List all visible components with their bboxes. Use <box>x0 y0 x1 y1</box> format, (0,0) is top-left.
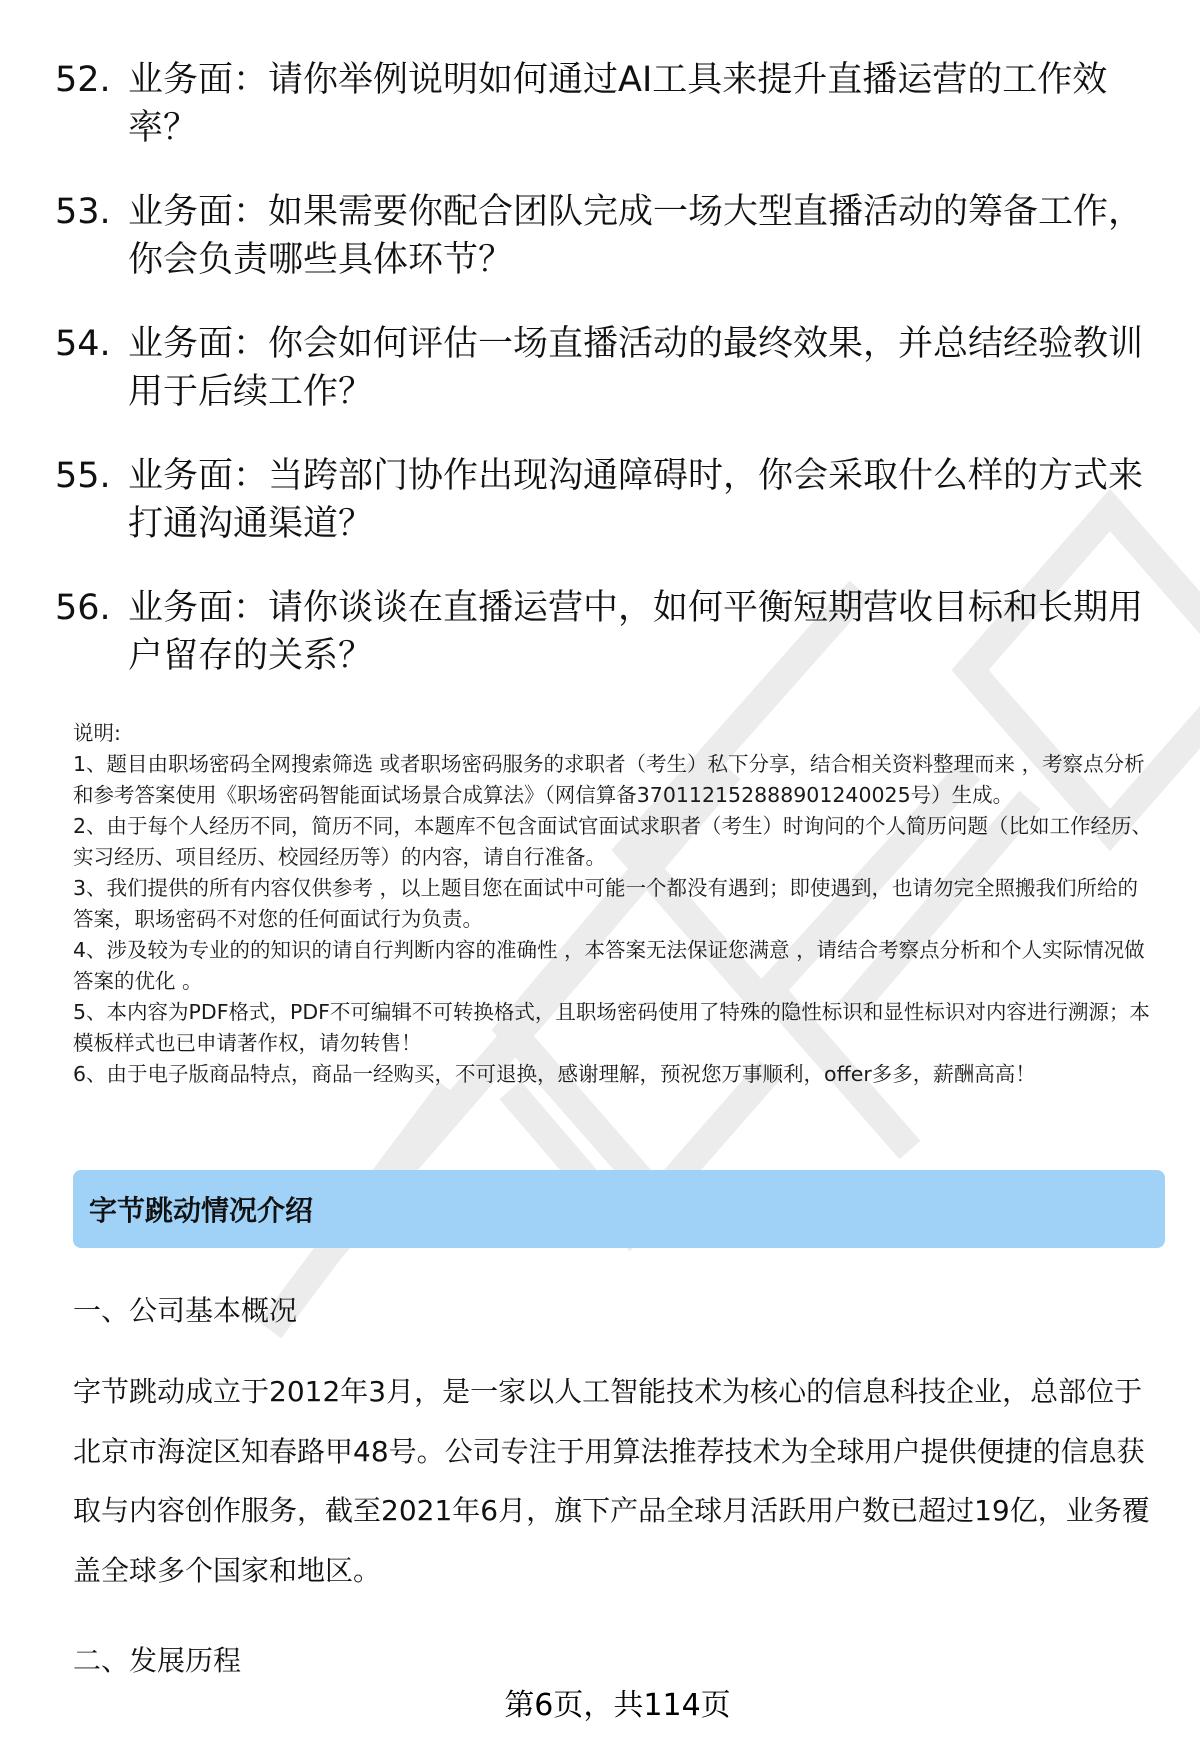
question-text: 业务面：请你举例说明如何通过AI工具来提升直播运营的工作效率？ <box>128 60 1108 148</box>
question-item <box>55 320 1145 416</box>
question-item <box>55 56 1145 152</box>
note-item: 6、由于电子版商品特点，商品一经购买，不可退换，感谢理解，预祝您万事顺利，offer多多，薪酬高高！ <box>73 1062 1036 1086</box>
note-item: 4、涉及较为专业的的知识的请自行判断内容的准确性 ，本答案无法保证您满意 ，请结合考察点分析和个人实际情况做答案的优化 。 <box>73 938 1145 993</box>
section-banner <box>73 1170 1165 1248</box>
question-item <box>55 188 1145 284</box>
notes-section <box>73 718 1158 1090</box>
company-overview-paragraph: 字节跳动成立于2012年3月，是一家以人工智能技术为核心的信息科技企业，总部位于北京市海淀区知春路甲48号。公司专注于用算法推荐技术为全球用户提供便捷的信息获取与内容创作服务，截至2021年6月，旗下产品全球月活跃用户数已超过19亿，业务覆盖全球多个国家和地区。 <box>73 1375 1150 1587</box>
question-text: 业务面：当跨部门协作出现沟通障碍时，你会采取什么样的方式来打通沟通渠道？ <box>128 456 1144 544</box>
section-heading-overview: 一、公司基本概况 <box>73 1294 298 1327</box>
note-item: 5、本内容为PDF格式，PDF不可编辑不可转换格式，且职场密码使用了特殊的隐性标识和显性标识对内容进行溯源；本模板样式也已申请著作权，请勿转售！ <box>73 1000 1150 1055</box>
note-item: 1、题目由职场密码全网搜索筛选 或者职场密码服务的求职者（考生）私下分享，结合相关资料整理而来 ，考察点分析和参考答案使用《职场密码智能面试场景合成算法》（网信算备370112152888901240025号）生成。 <box>73 752 1145 807</box>
note-item: 2、由于每个人经历不同，简历不同，本题库不包含面试官面试求职者（考生）时询问的个人简历问题（比如工作经历、实习经历、项目经历、校园经历等）的内容，请自行准备。 <box>73 814 1153 869</box>
question-number: 54. <box>55 324 111 364</box>
question-number: 52. <box>55 60 111 100</box>
question-text: 业务面：如果需要你配合团队完成一场大型直播活动的筹备工作，你会负责哪些具体环节？ <box>128 192 1144 280</box>
question-number: 56. <box>55 588 111 628</box>
question-item <box>55 584 1145 680</box>
note-item: 3、我们提供的所有内容仅供参考 ，以上题目您在面试中可能一个都没有遇到；即使遇到，也请勿完全照搬我们所给的答案，职场密码不对您的任何面试行为负责。 <box>73 876 1139 931</box>
question-text: 业务面：你会如何评估一场直播活动的最终效果，并总结经验教训用于后续工作？ <box>128 324 1144 412</box>
question-item <box>55 452 1145 548</box>
banner-title: 字节跳动情况介绍 <box>89 1194 314 1227</box>
question-number: 53. <box>55 192 111 232</box>
page-number: 第6页，共114页 <box>504 1688 731 1723</box>
question-number: 55. <box>55 456 111 496</box>
question-text: 业务面：请你谈谈在直播运营中，如何平衡短期营收目标和长期用户留存的关系？ <box>128 588 1144 676</box>
section-heading-history: 二、发展历程 <box>73 1644 242 1677</box>
notes-title: 说明: <box>73 721 121 745</box>
